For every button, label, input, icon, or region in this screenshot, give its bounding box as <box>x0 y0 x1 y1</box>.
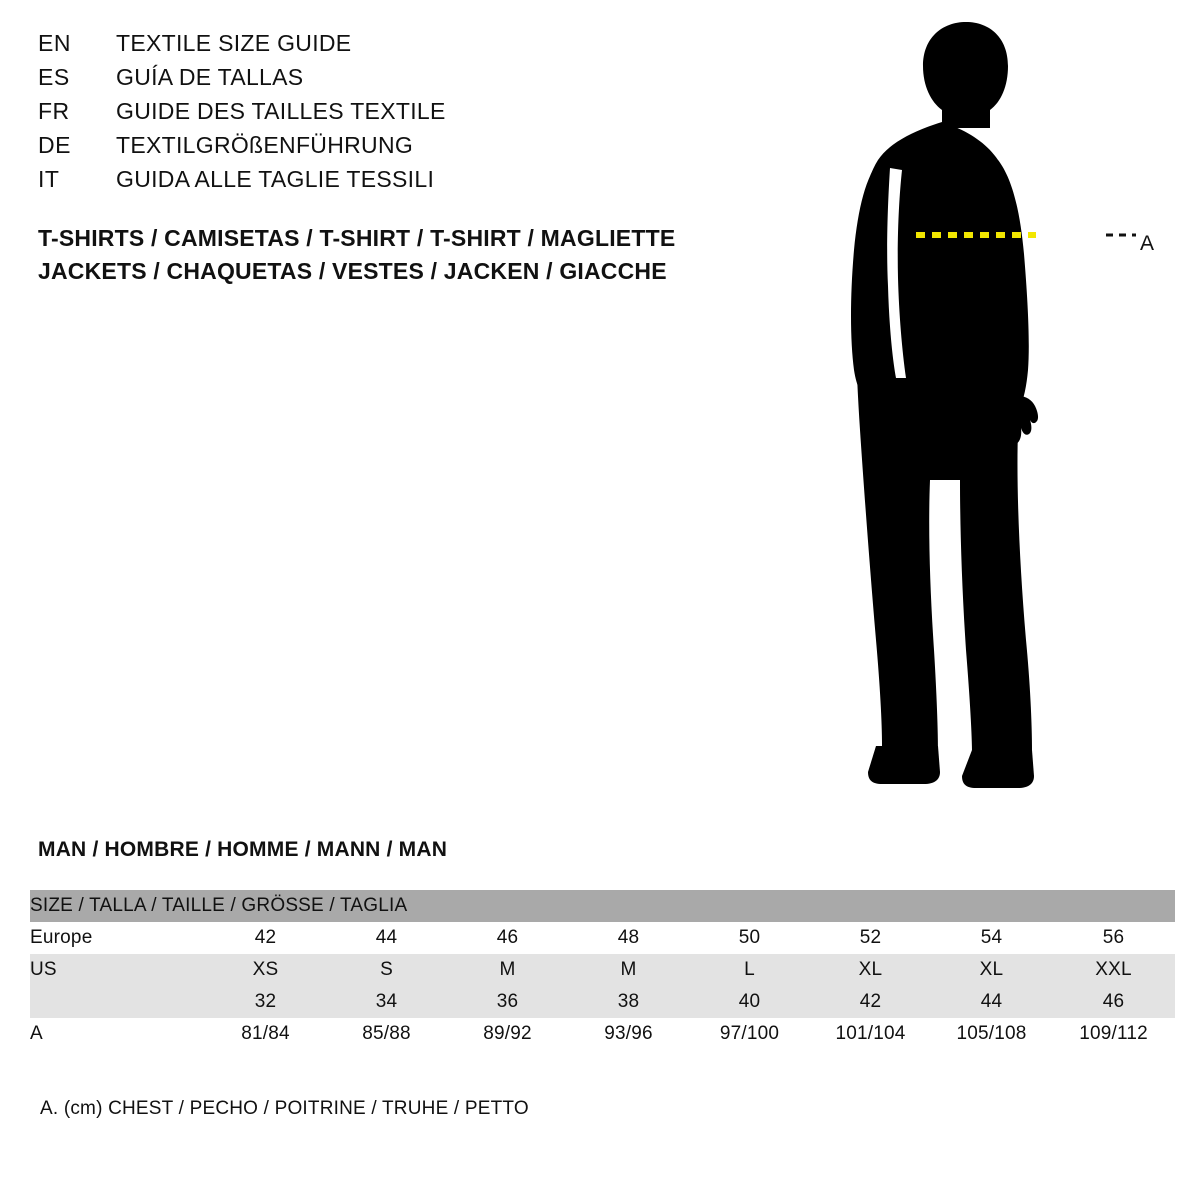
table-group-label: MAN / HOMBRE / HOMME / MANN / MAN <box>38 838 448 861</box>
footnote-measure-legend: A. (cm) CHEST / PECHO / POITRINE / TRUHE / PETTO <box>40 1098 529 1119</box>
table-cell: M <box>620 959 637 980</box>
table-cell: 36 <box>496 991 519 1012</box>
table-cell: XL <box>858 959 883 980</box>
table-cell: 38 <box>617 991 640 1012</box>
language-code: DE <box>38 132 71 158</box>
size-table <box>30 890 1175 1050</box>
language-row <box>38 98 738 132</box>
table-header-label: SIZE / TALLA / TAILLE / GRÖSSE / TAGLIA <box>30 895 408 916</box>
table-cell: 81/84 <box>241 1023 290 1044</box>
table-cell: 44 <box>980 991 1003 1012</box>
row-label: A <box>30 1023 43 1044</box>
table-cell: 42 <box>254 927 277 948</box>
table-row <box>30 922 1175 954</box>
language-code: FR <box>38 98 70 124</box>
category-line-tshirts: T-SHIRTS / CAMISETAS / T-SHIRT / T-SHIRT / MAGLIETTE <box>38 225 676 251</box>
language-title: GUIDA ALLE TAGLIE TESSILI <box>116 166 435 192</box>
language-title: TEXTILGRÖßENFÜHRUNG <box>116 132 414 158</box>
table-cell: 93/96 <box>604 1023 653 1044</box>
language-row <box>38 30 738 64</box>
language-code: ES <box>38 64 70 90</box>
language-row <box>38 132 738 166</box>
table-cell: 34 <box>375 991 398 1012</box>
table-cell: 46 <box>1102 991 1125 1012</box>
category-list <box>38 222 798 288</box>
table-cell: S <box>380 959 393 980</box>
language-code: EN <box>38 30 71 56</box>
silhouette-svg <box>820 10 1190 800</box>
table-cell: XXL <box>1095 959 1132 980</box>
table-cell: 101/104 <box>835 1023 906 1044</box>
language-title: GUIDE DES TAILLES TEXTILE <box>116 98 446 124</box>
table-cell: 40 <box>738 991 761 1012</box>
body-silhouette-figure <box>820 10 1190 800</box>
table-cell: 109/112 <box>1079 1023 1148 1044</box>
table-cell: XS <box>252 959 279 980</box>
table-cell: 32 <box>254 991 277 1012</box>
row-label <box>30 986 205 1018</box>
measure-label-a: A <box>1140 232 1156 255</box>
table-cell: 46 <box>496 927 519 948</box>
category-line-jackets: JACKETS / CHAQUETAS / VESTES / JACKEN / GIACCHE <box>38 258 667 284</box>
table-row <box>30 986 1175 1018</box>
language-code: IT <box>38 166 60 192</box>
language-row <box>38 64 738 98</box>
table-cell: M <box>499 959 516 980</box>
table-cell: 56 <box>1102 927 1125 948</box>
table-cell: 105/108 <box>956 1023 1027 1044</box>
table-header-row <box>30 890 1175 922</box>
table-row <box>30 1018 1175 1050</box>
table-cell: 97/100 <box>719 1023 780 1044</box>
language-row <box>38 166 738 200</box>
language-title: TEXTILE SIZE GUIDE <box>116 30 352 56</box>
row-label: Europe <box>30 927 93 948</box>
table-cell: 85/88 <box>362 1023 411 1044</box>
table-cell: XL <box>979 959 1004 980</box>
table-cell: 48 <box>617 927 640 948</box>
table-cell: L <box>744 959 755 980</box>
table-cell: 54 <box>980 927 1003 948</box>
table-cell: 89/92 <box>483 1023 532 1044</box>
table-cell: 52 <box>859 927 882 948</box>
table-cell: 42 <box>859 991 882 1012</box>
row-label: US <box>30 959 57 980</box>
language-title: GUÍA DE TALLAS <box>116 64 304 90</box>
table-cell: 44 <box>375 927 398 948</box>
table-row <box>30 954 1175 986</box>
table-cell: 50 <box>738 927 761 948</box>
language-title-list <box>38 30 738 200</box>
